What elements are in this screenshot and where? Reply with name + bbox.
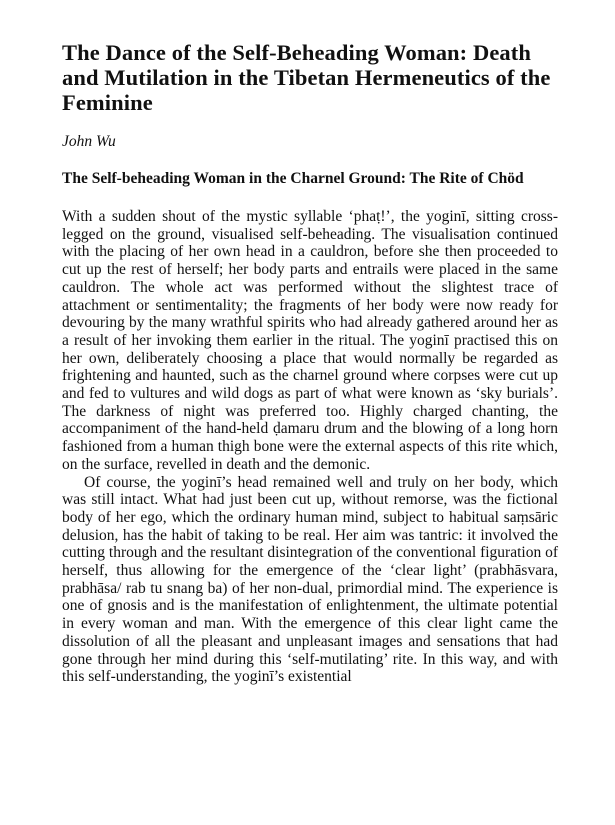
author-name: John Wu bbox=[62, 133, 116, 150]
article-title: The Dance of the Self-Beheading Woman: Death and Mutilation in the Tibetan Hermeneutics of the Feminine bbox=[62, 40, 551, 115]
body-paragraph-1: With a sudden shout of the mystic syllable ‘phaṭ!’, the yoginī, sitting cross-legged on the ground, visualised self-beheading. The visualisation continued with the placing of her own head in a cauldron, before she then proceeded to cut up the rest of herself; her body parts and entrails were placed in the same cauldron. The whole act was performed without the slightest trace of attachment or sentimentality; the fragments of her body were now ready for devouring by the many wrathful spirits who had already gathered around her as a result of her invoking them earlier in the ritual. The yoginī practised this on her own, deliberately choosing a place that would normally be regarded as frightening and haunted, such as the charnel ground where corpses were cut up and fed to vultures and wild dogs as part of what were known as ‘sky burials’. The darkness of night was preferred too. Highly charged chanting, the accompaniment of the hand-held ḍamaru drum and the blowing of a long horn fashioned from a human thigh bone were the external aspects of this rite which, on the surface, revelled in death and the demonic. bbox=[62, 208, 558, 473]
body-paragraph-2: Of course, the yoginī’s head remained well and truly on her body, which was still intact. What had just been cut up, without remorse, was the fictional body of her ego, which the ordinary human mind, subject to habitual saṃsāric delusion, has the habit of taking to be real. Her aim was tantric: it involved the cutting through and the resultant disintegration of the conventional figuration of herself, thus allowing for the emergence of the ‘clear light’ (prabhāsvara, prabhāsa/ rab tu snang ba) of her non-dual, primordial mind. The experience is one of gnosis and is the manifestation of enlightenment, the ultimate potential in every woman and man. With the emergence of this clear light came the dissolution of all the pleasant and unpleasant images and sensations that had gone through her mind during this ‘self-mutilating’ rite. In this way, and with this self-understanding, the yoginī’s existential bbox=[62, 473, 558, 686]
section-heading: The Self-beheading Woman in the Charnel Ground: The Rite of Chöd bbox=[62, 170, 524, 187]
